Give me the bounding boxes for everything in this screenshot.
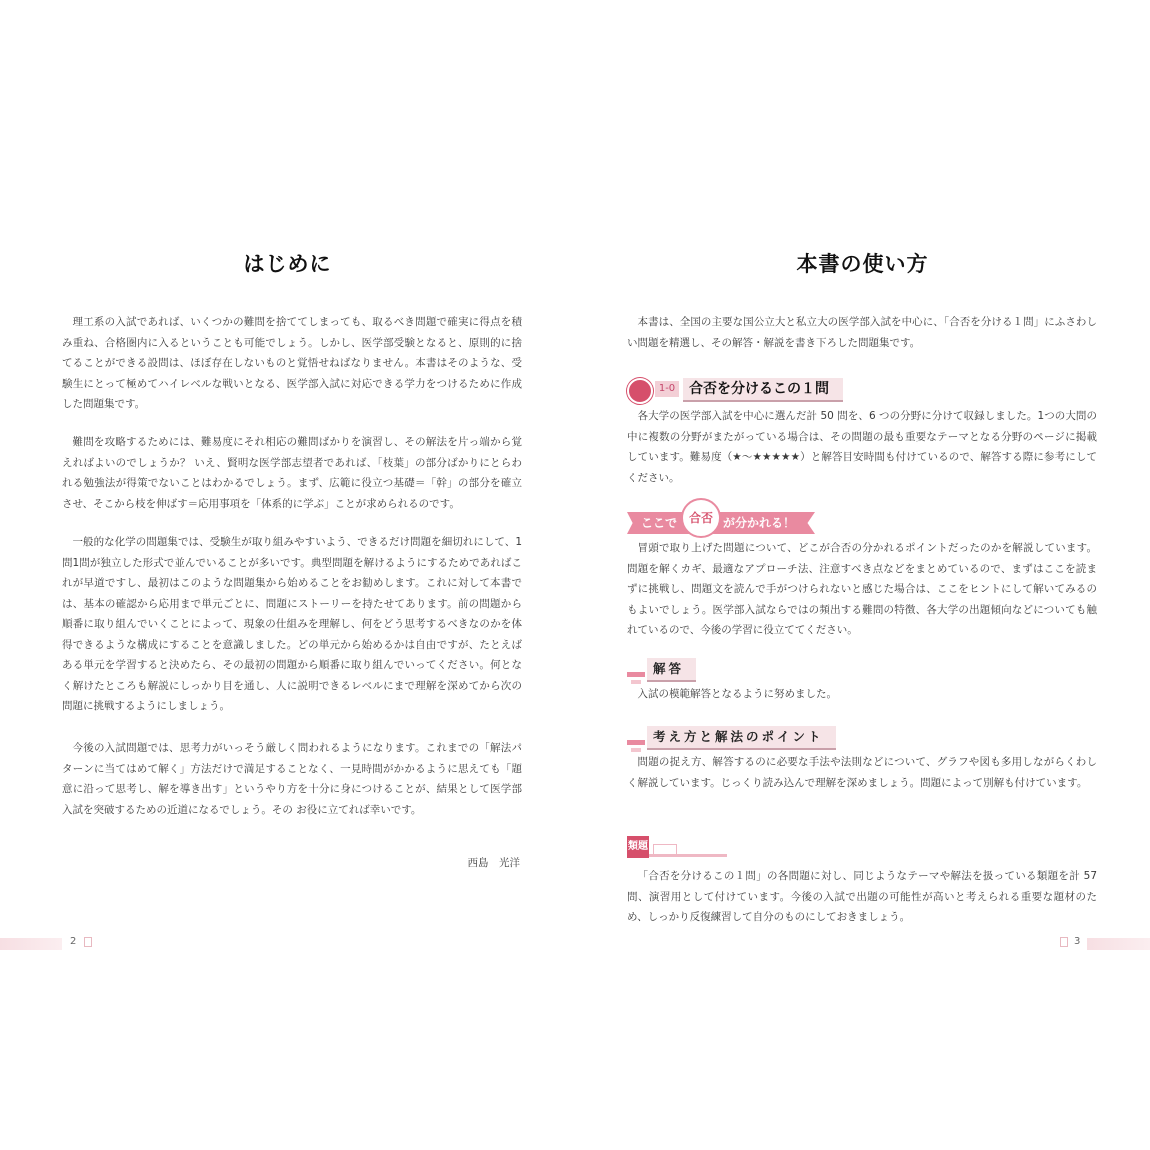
page-title: 本書の使い方: [796, 252, 929, 276]
page-title: はじめに: [243, 252, 332, 276]
tag-bar-decoration: [627, 740, 645, 745]
folio-marker: [1060, 937, 1068, 947]
pass-fail-badge: 合否: [681, 498, 721, 538]
preface-paragraph-4: 今後の入試問題では、思考力がいっそう厳しく問われるようになります。これまでの「解法パターンに当てはめて解く」方法だけで満足することなく、一見時間がかかるように思えても「題意に沿って思考し、解を導き出す」というやり方を十分に身につけることが、結果として医学部入試を突破するための近道になるでしょう。その お役に立てれば幸いです。: [62, 742, 522, 816]
section-approach-body: 問題の捉え方、解答するのに必要な手法や法則などについて、グラフや図も多用しながらくわしく解説しています。じっくり読み込んで理解を深めましょう。問題によって別解も付けています。: [627, 756, 1097, 789]
tag-line-decoration: [649, 854, 727, 857]
section-similar-problems-body: 「合否を分けるこの１問」の各問題に対し、同じようなテーマや解法を扱っている類題を計 57 問、演習用として付けています。今後の入試で出題の可能性が高いと考えられる重要な題材のため、しっかり反復練習して自分のものにしておきましょう。: [627, 870, 1097, 923]
author-signature: 西島 光洋: [467, 857, 520, 869]
preface-paragraph-2: 難問を攻略するためには、難易度にそれ相応の難問ばかりを演習し、その解法を片っ端から覚えればよいのでしょうか？ いえ、賢明な医学部志望者であれば、「枝葉」の部分ばかりにとらわれる勉強法が得策でないことはわかるでしょう。まず、広範に役立つ基礎＝「幹」の部分を確立させ、そこから枝を伸ばす＝応用事項を「体系的に学ぶ」ことが求められるのです。: [62, 436, 522, 510]
banner-label-right: が分かれる！: [723, 516, 796, 530]
section-similar-problems-heading: [627, 836, 747, 862]
right-page: [575, 0, 1150, 1150]
intro-paragraph: 本書は、全国の主要な国公立大と私立大の医学部入試を中心に、「合否を分ける１問」にふさわしい問題を精選し、その解答・解説を書き下ろした問題集です。: [627, 316, 1097, 349]
tag-line-decoration: [653, 844, 677, 854]
section-turning-point-body: 冒頭で取り上げた問題について、どこが合否の分かれるポイントだったのかを解説しています。問題を解くカギ、最適なアプローチ法、注意すべき点などをまとめているので、まずはここを読まずに挑戦し、問題文を読んで手がつけられないと感じた場合は、ここをヒントにして解いてみるのもよいでしょう。医学部入試ならではの頻出する難問の特徴、各大学の出題傾向などについても触れているので、今後の学習に役立ててください。: [627, 542, 1097, 636]
folio-marker: [84, 937, 92, 947]
footer-band: [0, 938, 62, 950]
preface-paragraph-1: 理工系の入試であれば、いくつかの難問を捨ててしまっても、取るべき問題で確実に得点を積み重ね、合格圏内に入るということも可能でしょう。しかし、医学部受験となると、原則的に捨てることができる設問は、ほぼ存在しないものと覚悟せねばなりません。本書はそのような、受験生にとって極めてハイレベルな戦いとなる、医学部入試に対応できる学力をつけるために作成した問題集です。: [62, 316, 522, 410]
section-title: 考え方と解法のポイント: [647, 726, 836, 750]
circle-icon: [627, 378, 653, 404]
section-answer-body: 入試の模範解答となるように努めました。: [637, 688, 837, 700]
section-turning-point-banner: [627, 506, 827, 538]
footer-band: [1087, 938, 1150, 950]
section-chip: 1-0: [655, 381, 679, 397]
preface-paragraph-3: 一般的な化学の問題集では、受験生が取り組みやすいよう、できるだけ問題を細切れにして、1問1問が独立した形式で並んでいることが多いです。典型問題を解けるようにするためであればこれが早道ですし、最初はこのような問題集から始めることをお勧めします。これに対して本書では、基本の確認から応用まで単元ごとに、問題にストーリーを持たせてあります。前の問題から順番に取り組んでいくことによって、現象の仕組みを理解し、何をどう思考するべきなのかを体得できるような構成にすることを意識しました。どの単元から始めるかは自由ですが、たとえばある単元を学習すると決めたら、その最初の問題から順番に取り組んでいってください。何となく解けたところも解説にしっかり目を通し、人に説明できるレベルにまで理解を深めてから次の問題に挑戦するようにしましょう。: [62, 536, 522, 712]
banner-label-left: ここで: [641, 516, 678, 530]
tag-bar-decoration: [627, 672, 645, 677]
page-number: 2: [70, 936, 77, 947]
section-approach-heading: [627, 726, 887, 754]
section-title: 解答: [647, 658, 696, 682]
section-title: 類題: [627, 836, 649, 858]
section-answer-heading: [627, 658, 747, 686]
page-number: 3: [1074, 936, 1081, 947]
section-key-problem-body: 各大学の医学部入試を中心に選んだ計 50 問を、6 つの分野に分けて収録しました。1つの大問の中に複数の分野がまたがっている場合は、その問題の最も重要なテーマとなる分野のページに掲載しています。難易度（★〜★★★★★）と解答目安時間も付けているので、解答する際に参考にしてください。: [627, 410, 1097, 484]
section-title: 合否を分けるこの１問: [683, 378, 843, 402]
section-key-problem-heading: [627, 378, 927, 404]
